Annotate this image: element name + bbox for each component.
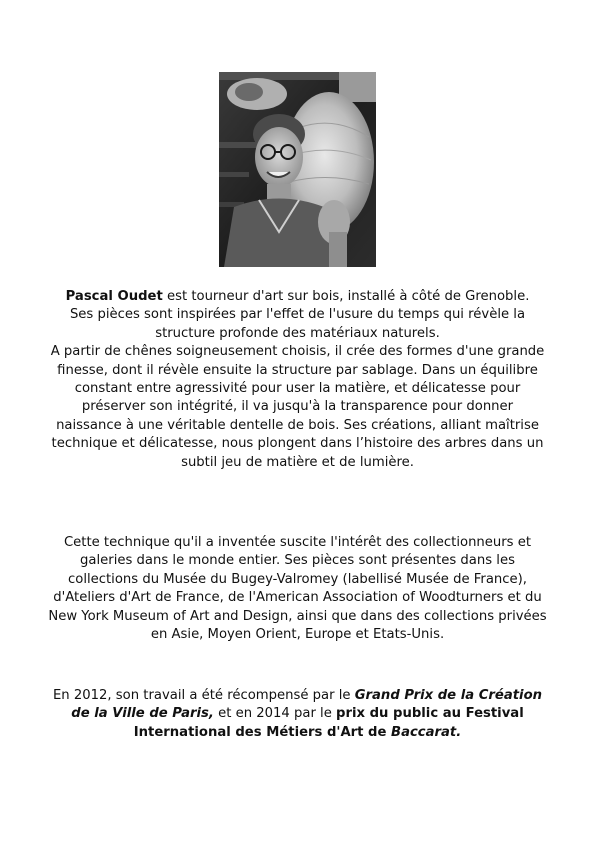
- awards-middle: et en 2014 par le: [213, 706, 337, 722]
- portrait-photo: [219, 72, 376, 267]
- award-grand-prix: Grand Prix de la Création de la Ville de Paris,: [71, 688, 543, 722]
- intro-text: est tourneur d'art sur bois, installé à côté de Grenoble.: [162, 289, 530, 304]
- technique-text: A partir de chênes soigneusement choisis, il crée des formes d'une grande finesse, dont il révèle ensuite la structure par sablage. Dans un équilibre constant entre agressivité pour user la matière, et délicatesse pour préserver son intégrité, il va jusqu'à la transparence pour donner naissance à une véritable dentelle de bois. Ses créations, alliant maîtrise technique et délicatesse, nous plongent dans l’histoire des arbres dans un subtil jeu de matière et de lumière.: [50, 344, 545, 470]
- artist-name: Pascal Oudet: [65, 289, 163, 304]
- inspiration-text: Ses pièces sont inspirées par l'effet de l'usure du temps qui révèle la structure profonde des matériaux naturels.: [69, 307, 526, 341]
- collections-paragraph: Cette technique qu'il a inventée suscite l'intérêt des collectionneurs et galeries dans le monde entier. Ses pièces sont présentes dans les collections du Musée du Bugey-Valromey (labellisé Musée de France), d'Ateliers d'Art de France, de l'American Association of Woodturners et du New York Museum of Art and Design, ainsi que dans des collections privées en Asie, Moyen Orient, Europe et Etats-Unis.: [48, 535, 547, 643]
- award-prix-du-public: prix du public au Festival International des Métiers d'Art de: [133, 706, 524, 740]
- awards-prefix: En 2012, son travail a été récompensé par le: [52, 688, 355, 703]
- awards-paragraph: [48, 687, 547, 742]
- biography-paragraph: [48, 288, 547, 472]
- award-baccarat: Baccarat.: [391, 724, 462, 740]
- portrait-photo-graphic: [219, 72, 376, 267]
